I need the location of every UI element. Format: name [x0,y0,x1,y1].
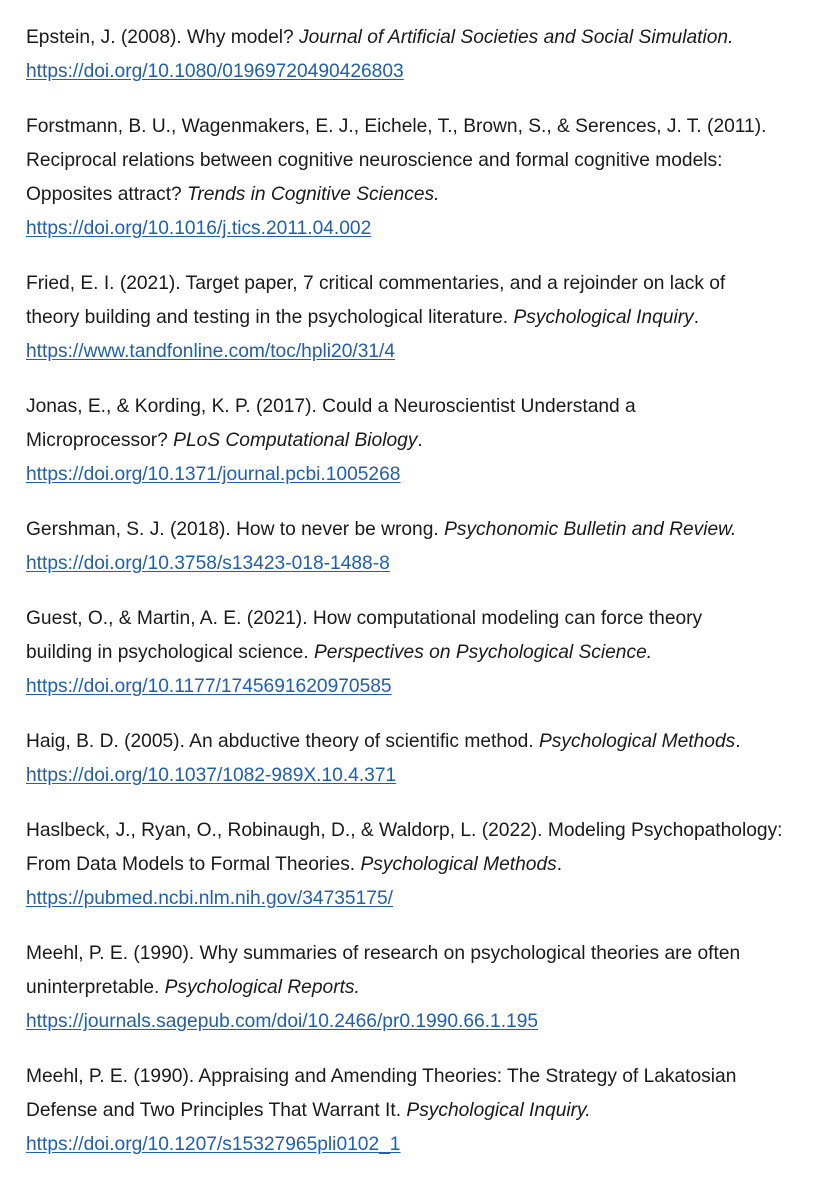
reference-line [26,882,816,916]
reference-line [26,178,816,212]
journal-title: Psychological Methods [360,854,557,875]
reference-text: Epstein, J. (2008). Why model? [26,27,300,48]
doi-link[interactable]: https://doi.org/10.1371/journal.pcbi.1005268 [26,464,401,485]
reference-entry [26,937,816,1039]
doi-link[interactable]: https://doi.org/10.1016/j.tics.2011.04.002 [26,218,372,239]
reference-line [26,670,816,704]
reference-line [26,212,816,246]
reference-text: Forstmann, B. U., Wagenmakers, E. J., Eichele, T., Brown, S., & Serences, J. T. (2011). [26,116,767,137]
reference-entry [26,602,816,704]
reference-entry [26,814,816,916]
reference-text: Defense and Two Principles That Warrant It. [26,1100,407,1121]
reference-text: . [735,731,741,752]
reference-text: Reciprocal relations between cognitive neuroscience and formal cognitive models: [26,150,723,171]
pubmed-link[interactable]: https://pubmed.ncbi.nlm.nih.gov/34735175/ [26,888,393,909]
reference-text: . [556,854,563,875]
journal-title: Journal of Artificial Societies and Social Simulation. [299,27,734,48]
journal-title: Psychological Methods [539,731,736,752]
reference-text: Guest, O., & Martin, A. E. (2021). How computational modeling can force theory [26,608,703,629]
reference-entry [26,110,816,246]
reference-text: Fried, E. I. (2021). Target paper, 7 critical commentaries, and a rejoinder on lack of [26,273,726,294]
reference-line [26,547,816,581]
reference-text: Meehl, P. E. (1990). Why summaries of research on psychological theories are often [26,943,741,964]
journal-title: Psychonomic Bulletin and Review. [444,519,737,540]
reference-text: Haig, B. D. (2005). An abductive theory of scientific method. [26,731,539,752]
reference-line [26,267,816,301]
reference-entry [26,390,816,492]
doi-link[interactable]: https://doi.org/10.1080/01969720490426803 [26,61,404,82]
reference-line [26,1060,816,1094]
doi-link[interactable]: https://doi.org/10.1207/s15327965pli0102_1 [26,1134,401,1155]
reference-text: uninterpretable. [26,977,165,998]
reference-text: . [693,307,700,328]
reference-entry [26,725,816,793]
reference-line [26,424,816,458]
reference-line [26,458,816,492]
journal-title: Perspectives on Psychological Science. [313,642,653,663]
journal-title: Trends in Cognitive Sciences. [187,184,440,205]
reference-text: Meehl, P. E. (1990). Appraising and Amending Theories: The Strategy of Lakatosian [26,1066,737,1087]
reference-entry [26,21,816,89]
reference-line [26,602,816,636]
journal-title: Psychological Inquiry. [406,1100,591,1121]
reference-line [26,1005,816,1039]
doi-link[interactable]: https://doi.org/10.3758/s13423-018-1488-8 [26,553,390,574]
reference-line [26,301,816,335]
journal-title: Psychological Reports. [164,977,360,998]
reference-line [26,144,816,178]
reference-line [26,725,816,759]
reference-text: Haslbeck, J., Ryan, O., Robinaugh, D., & Waldorp, L. (2022). Modeling Psychopathology: [26,820,783,841]
reference-line [26,55,816,89]
reference-line [26,814,816,848]
doi-link[interactable]: https://www.tandfonline.com/toc/hpli20/31/4 [26,341,396,362]
reference-text: From Data Models to Formal Theories. [26,854,361,875]
doi-link[interactable]: https://doi.org/10.1177/1745691620970585 [26,676,392,697]
reference-line [26,1094,816,1128]
reference-line [26,848,816,882]
reference-text: building in psychological science. [26,642,314,663]
reference-entry [26,513,816,581]
reference-text: Microprocessor? [26,430,174,451]
reference-text: theory building and testing in the psychological literature. [26,307,514,328]
reference-line [26,513,816,547]
reference-line [26,636,816,670]
reference-text: Jonas, E., & Kording, K. P. (2017). Could a Neuroscientist Understand a [26,396,636,417]
reference-line [26,21,816,55]
reference-entry [26,267,816,369]
reference-line [26,971,816,1005]
journal-link[interactable]: https://journals.sagepub.com/doi/10.2466/pr0.1990.66.1.195 [26,1011,539,1032]
reference-line [26,937,816,971]
reference-text: Opposites attract? [26,184,188,205]
reference-text: Gershman, S. J. (2018). How to never be wrong. [26,519,445,540]
doi-link[interactable]: https://doi.org/10.1037/1082-989X.10.4.371 [26,765,397,786]
reference-line [26,335,816,369]
reference-line [26,390,816,424]
reference-line [26,1128,816,1162]
reference-line [26,110,816,144]
reference-entry [26,1060,816,1162]
journal-title: Psychological Inquiry [513,307,694,328]
reference-text: . [417,430,423,451]
journal-title: PLoS Computational Biology [173,430,418,451]
reference-line [26,759,816,793]
